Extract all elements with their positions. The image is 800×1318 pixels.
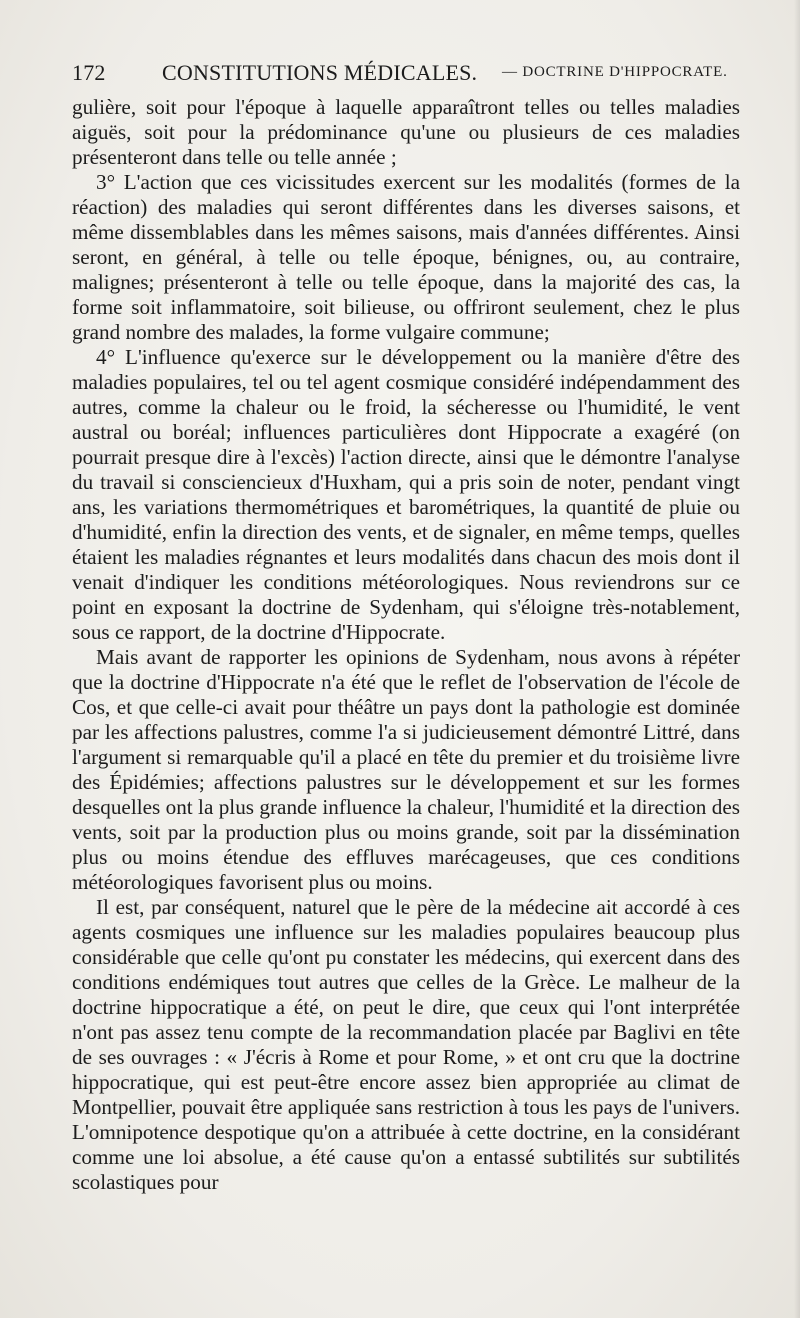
running-subtitle: — DOCTRINE D'HIPPOCRATE. — [502, 64, 728, 80]
page-edge-shadow — [794, 0, 800, 1318]
page-body — [72, 95, 740, 1195]
page-number: 172 — [72, 60, 106, 85]
paragraph-continued: gulière, soit pour l'époque à laquelle apparaîtront telles ou telles maladies aiguës, soit pour la prédominance qu'une ou plusieurs de ces maladies présenteront dans telle ou telle année ; — [72, 95, 740, 169]
running-header — [72, 60, 742, 90]
paragraph-sydenham: Mais avant de rapporter les opinions de Sydenham, nous avons à répéter que la doctrine d'Hippocrate n'a été que le reflet de l'observation de l'école de Cos, et que celle-ci avait pour théâtre un pays dont la pathologie est dominée par les affections palustres, comme l'a si judicieusement démontré Littré, dans l'argument si remarquable qu'il a placé en tête du premier et du troisième livre des Épidémies; affections palustres sur le développement et sur les formes desquelles ont la plus grande influence la chaleur, l'humidité et la direction des vents, soit par la production plus ou moins grande, soit par la dissémination plus ou moins étendue des effluves marécageuses, que ces conditions météorologiques favorisent plus ou moins. — [72, 645, 740, 894]
running-title: CONSTITUTIONS MÉDICALES. — [162, 60, 478, 85]
paragraph-item-3: 3° L'action que ces vicissitudes exercent sur les modalités (formes de la réaction) des maladies qui seront différentes dans les diverses saisons, et même dissemblables dans les mêmes saisons, mais d'années différentes. Ainsi seront, en général, à telle ou telle époque, bénignes, ou, au contraire, malignes; présenteront à telle ou telle époque, dans la majorité des cas, la forme soit inflammatoire, soit bilieuse, ou offriront seulement, chez le plus grand nombre des malades, la forme vulgaire commune; — [72, 170, 740, 344]
paragraph-item-4: 4° L'influence qu'exerce sur le développement ou la manière d'être des maladies populaires, tel ou tel agent cosmique considéré indépendamment des autres, comme la chaleur ou le froid, la sécheresse ou l'humidité, le vent austral ou boréal; influences particulières dont Hippocrate a exagéré (on pourrait presque dire à l'excès) l'action directe, ainsi que le démontre l'analyse du travail si consciencieux d'Huxham, qui a pris soin de noter, pendant vingt ans, les variations thermométriques et barométriques, la quantité de pluie ou d'humidité, enfin la direction des vents, et de signaler, en même temps, quelles étaient les maladies régnantes et leurs modalités dans chacun des mois dont il venait d'indiquer les conditions météorologiques. Nous reviendrons sur ce point en exposant la doctrine de Sydenham, qui s'éloigne très-notablement, sous ce rapport, de la doctrine d'Hippocrate. — [72, 345, 740, 644]
paragraph-conclusion: Il est, par conséquent, naturel que le père de la médecine ait accordé à ces agents cosmiques une influence sur les maladies populaires beaucoup plus considérable que celle qu'ont pu constater les médecins, qui exercent dans des conditions endémiques tout autres que celles de la Grèce. Le malheur de la doctrine hippocratique a été, on peut le dire, que ceux qui l'ont interprétée n'ont pas assez tenu compte de la recommandation placée par Baglivi en tête de ses ouvrages : « J'écris à Rome et pour Rome, » et ont cru que la doctrine hippocratique, qui est peut-être encore assez bien appropriée au climat de Montpellier, pouvait être appliquée sans restriction à tous les pays de l'univers. L'omnipotence despotique qu'on a attribuée à cette doctrine, en la considérant comme une loi absolue, a été cause qu'on a entassé subtilités sur subtilités scolastiques pour — [72, 895, 740, 1194]
